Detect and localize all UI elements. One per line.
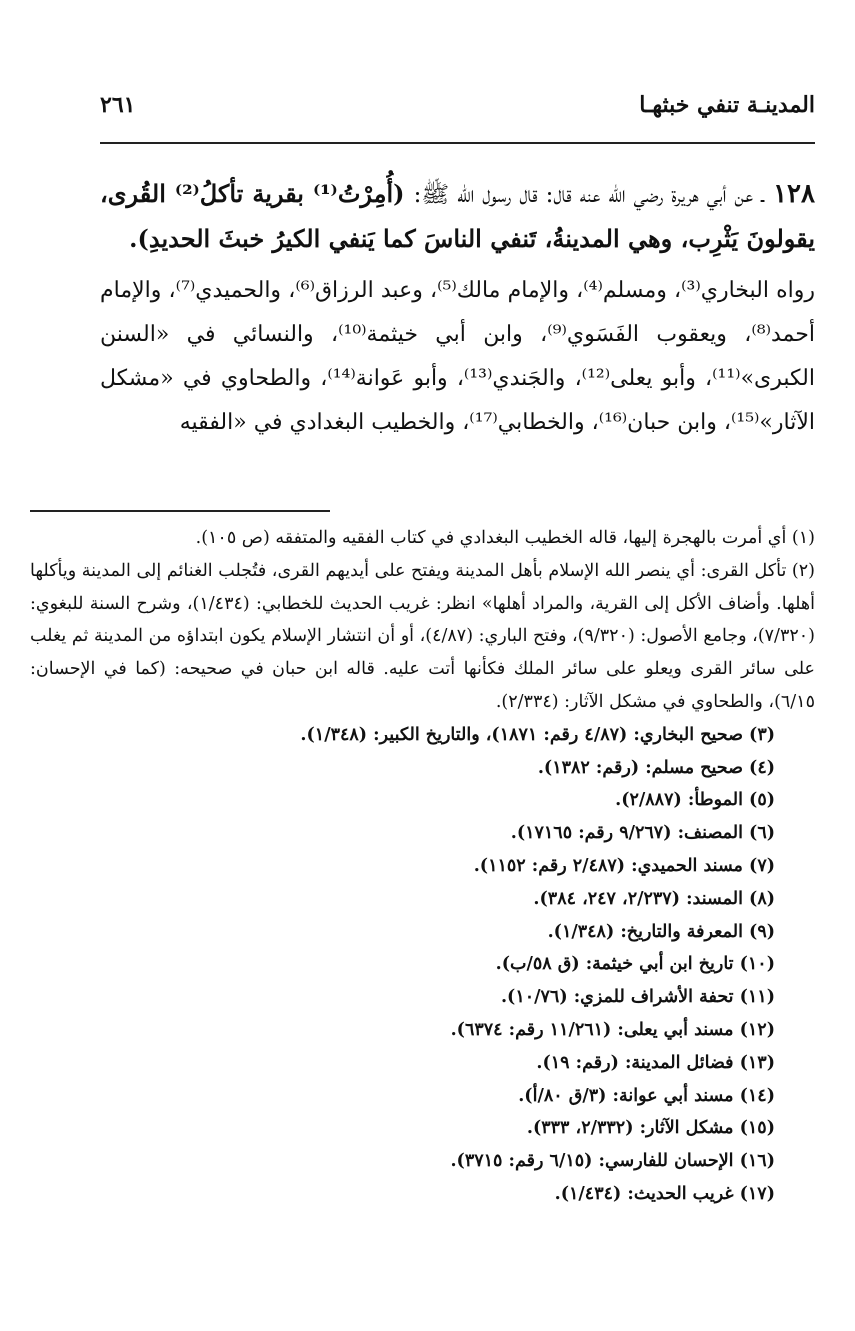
footnote-item: (١٣) فضائل المدينة: (رقم: ١٩). <box>536 1052 775 1073</box>
footnote-item: (١٤) مسند أبي عوانة: (٣/ق ٨٠/أ). <box>518 1085 775 1106</box>
footnote-list <box>30 719 815 1211</box>
footnote-2: (٢) تأكل القرى: أي ينصر الله الإسلام بأهل المدينة ويفتح على أيديهم القرى، فتُجلب الغنائم إلى المدينة ويأكلها أهلها. وأضاف الأكل إلى القرية، والمراد أهلها» انظر: غريب الحديث للخطابي: (١/٤٣٤)، وشرح السنة للبغوي: (٧/٣٢٠)، وجامع الأصول: (٩/٣٢٠)، وفتح الباري: (٤/٨٧)، أو أن انتشار الإسلام يكون ابتداؤه من المدينة ثم يغلب على سائر القرى ويعلو على سائر الملك فكأنها أتت عليه. قاله ابن حبان في صحيحه: (كما في الإحسان: ٦/١٥)، والطحاوي في مشكل الآثار: (٢/٣٣٤). <box>30 560 815 712</box>
hadith-number: ١٢٨ <box>773 179 815 209</box>
footnote-item: (٧) مسند الحميدي: (٢/٤٨٧ رقم: ١١٥٢). <box>473 855 775 876</box>
narration-paragraph: رواه البخاري⁽³⁾، ومسلم⁽⁴⁾، والإمام مالك⁽⁵⁾، وعبد الرزاق⁽⁶⁾، والحميدي⁽⁷⁾، والإمام أحمد⁽⁸⁾، ويعقوب الفَسَوي⁽⁹⁾، وابن أبي خيثمة⁽¹⁰⁾، والنسائي في «السنن الكبرى»⁽¹¹⁾، وأبو يعلى⁽¹²⁾، والجَندي⁽¹³⁾، وأبو عَوانة⁽¹⁴⁾، والطحاوي في «مشكل الآثار»⁽¹⁵⁾، وابن حبان⁽¹⁶⁾، والخطابي⁽¹⁷⁾، والخطيب البغدادي في «الفقيه <box>100 278 816 435</box>
footnote-item: (١١) تحفة الأشراف للمزي: (١٠/٧٦). <box>500 987 775 1008</box>
hadith-intro: ـ عن أبي هريرة رضي الله عنه قال: قال رسول الله ﷺ: <box>413 182 765 208</box>
footnote-item: (١٦) الإحسان للفارسي: (٦/١٥ رقم: ٣٧١٥). <box>450 1151 775 1172</box>
footnote-item: (٤) صحيح مسلم: (رقم: ١٣٨٢). <box>537 757 775 778</box>
footnote-item: (٣) صحيح البخاري: (٤/٨٧ رقم: ١٨٧١)، والتاريخ الكبير: (١/٣٤٨). <box>300 724 775 745</box>
footnotes <box>30 522 815 1211</box>
footnote-item: (٥) الموطأ: (٢/٨٨٧). <box>615 790 775 811</box>
footnote-item: (١٢) مسند أبي يعلى: (١١/٢٦١ رقم: ٦٣٧٤). <box>450 1019 775 1040</box>
footnote-1: (١) أي أمرت بالهجرة إليها، قاله الخطيب البغدادي في كتاب الفقيه والمتفقه (ص ١٠٥). <box>195 528 815 548</box>
footnote-item: (٨) المسند: (٢/٢٣٧، ٢٤٧، ٣٨٤). <box>533 888 775 909</box>
page-header <box>100 92 815 132</box>
footnote-item: (٦) المصنف: (٩/٢٦٧ رقم: ١٧١٦٥). <box>510 823 775 844</box>
hadith-paragraph <box>100 172 815 261</box>
header-divider <box>100 142 815 144</box>
running-title: المدينـة تنفي خبثهـا <box>639 92 815 118</box>
page-number: ٢٦١ <box>100 92 136 118</box>
main-text <box>100 172 815 445</box>
footnote-item: (١٧) غريب الحديث: (١/٤٣٤). <box>554 1183 775 1204</box>
footnote-item: (١٠) تاريخ ابن أبي خيثمة: (ق ٥٨/ب). <box>495 954 775 975</box>
hadith-text: (أُمِرْتُ⁽¹⁾ بقرية تأكلُ⁽²⁾ القُرى، يقولونَ يَثْرِب، وهي المدينةُ، تَنفي الناسَ كما يَنفي الكيرُ خبثَ الحديدِ). <box>100 179 815 253</box>
footnote-item: (١٥) مشكل الآثار: (٢/٣٣٢، ٣٣٣). <box>526 1118 775 1139</box>
footnote-divider <box>30 510 330 512</box>
footnote-item: (٩) المعرفة والتاريخ: (١/٣٤٨). <box>547 921 775 942</box>
